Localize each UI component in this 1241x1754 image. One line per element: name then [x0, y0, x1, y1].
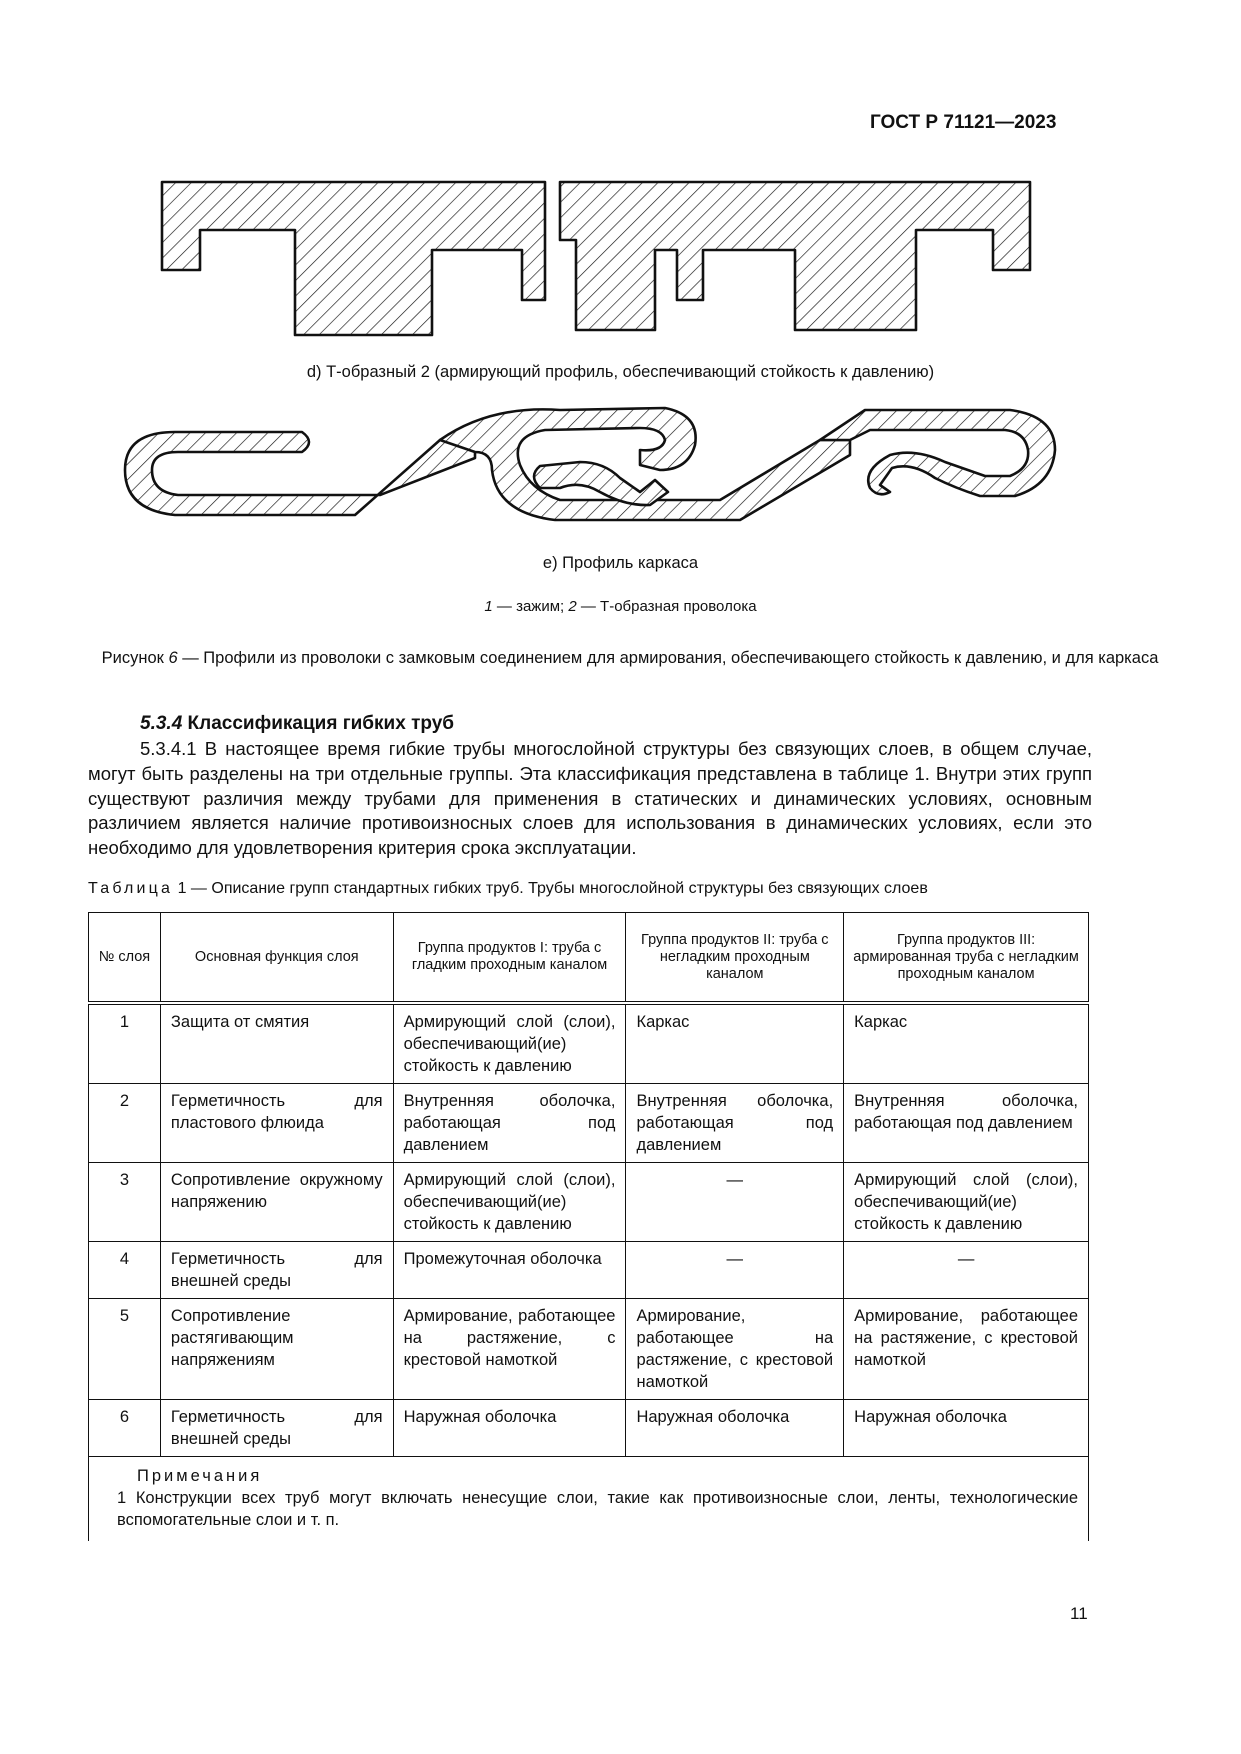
header-layer-num: № слоя — [89, 913, 161, 1004]
groups-table — [88, 912, 1089, 1541]
t-profile-right — [560, 182, 1030, 330]
table-cell: Внутренняя оболочка, работающая под давлением — [626, 1084, 844, 1163]
figure-title: Рисунок 6 — Профили из проволоки с замковым соединением для армирования, обеспечивающего стойкость к давлению, и для каркаса — [101, 649, 1159, 667]
table-cell: 1 — [89, 1003, 161, 1084]
table-cell: Сопротивление окружному напряжению — [160, 1163, 393, 1242]
table-cell: Армирование, работающее на растяжение, с крестовой намоткой — [844, 1299, 1089, 1400]
carcass-left-clamp — [125, 432, 475, 515]
table-cell: Каркас — [844, 1003, 1089, 1084]
page-number: 11 — [1070, 1604, 1088, 1623]
table-cell: Наружная оболочка — [393, 1400, 626, 1457]
table-row — [89, 1003, 1089, 1084]
notes-title: Примечания — [137, 1467, 263, 1485]
table-row — [89, 1084, 1089, 1163]
table-row — [89, 1163, 1089, 1242]
figure-legend: 1 — зажим; 2 — Т-образная проволока — [484, 598, 757, 615]
table-cell: Внутренняя оболочка, работающая под давлением — [844, 1084, 1089, 1163]
header-group-1: Группа продуктов I: труба с гладким проходным каналом — [393, 913, 626, 1004]
caption-e: e) Профиль каркаса — [542, 554, 699, 572]
table-cell: Внутренняя оболочка, работающая под давлением — [393, 1084, 626, 1163]
table-cell: 2 — [89, 1084, 161, 1163]
table-cell: Каркас — [626, 1003, 844, 1084]
table-cell: Армирующий слой (слои), обеспечивающий(ие) стойкость к давлению — [393, 1003, 626, 1084]
carcass-right-clamp — [820, 410, 1055, 496]
table-row — [89, 1242, 1089, 1299]
standard-number: ГОСТ Р 71121—2023 — [870, 112, 1057, 133]
table-row — [89, 1400, 1089, 1457]
table-header-row — [89, 913, 1089, 1004]
table-cell: 6 — [89, 1400, 161, 1457]
table-cell: 4 — [89, 1242, 161, 1299]
header-function: Основная функция слоя — [160, 913, 393, 1004]
wire-profiles-figure — [0, 0, 1241, 560]
table-cell: Защита от смятия — [160, 1003, 393, 1084]
header-group-3: Группа продуктов III: армированная труба с негладким проходным каналом — [844, 913, 1089, 1004]
t-profile-left — [162, 182, 545, 335]
table-cell: — — [626, 1163, 844, 1242]
table-cell: Герметичность для пластового флюида — [160, 1084, 393, 1163]
table-cell: Герметичность для внешней среды — [160, 1400, 393, 1457]
note-1: 1 Конструкции всех труб могут включать ненесущие слои, такие как противоизносные слои, ленты, технологические вспомогательные слои и т. п. — [117, 1489, 1078, 1529]
table-cell: Наружная оболочка — [626, 1400, 844, 1457]
section-heading: 5.3.4 Классификация гибких труб — [140, 713, 455, 734]
table-cell: 3 — [89, 1163, 161, 1242]
table-cell: Промежуточная оболочка — [393, 1242, 626, 1299]
body-paragraph: 5.3.4.1 В настоящее время гибкие трубы многослойной структуры без связующих слоев, в общем случае, могут быть разделены на три отдельные группы. Эта классификация представлена в таблице 1. Внутри этих групп существуют различия между трубами для применения в статических и динамических условиях, основным различием является наличие противоизносных слоев для использования в динамических условиях, если это необходимо для удовлетворения критерия срока эксплуатации. — [88, 738, 1092, 859]
table-cell: Наружная оболочка — [844, 1400, 1089, 1457]
table-row — [89, 1299, 1089, 1400]
table-cell: Сопротивление растягивающим напряжениям — [160, 1299, 393, 1400]
table-cell: Армирующий слой (слои), обеспечивающий(ие) стойкость к давлению — [844, 1163, 1089, 1242]
table-cell: Армирование, работающее на растяжение, с крестовой намоткой — [393, 1299, 626, 1400]
caption-d: d) Т-образный 2 (армирующий профиль, обеспечивающий стойкость к давлению) — [306, 363, 935, 381]
table-cell: — — [844, 1242, 1089, 1299]
table-cell: Армирование, работающее на растяжение, с крестовой намоткой — [626, 1299, 844, 1400]
table-cell: — — [626, 1242, 844, 1299]
table-cell: Герметичность для внешней среды — [160, 1242, 393, 1299]
table-title: Таблица 1 — Описание групп стандартных гибких труб. Трубы многослойной структуры без связующих слоев — [88, 880, 928, 897]
header-group-2: Группа продуктов II: труба с негладким проходным каналом — [626, 913, 844, 1004]
table-cell: Армирующий слой (слои), обеспечивающий(ие) стойкость к давлению — [393, 1163, 626, 1242]
table-notes-row — [89, 1457, 1089, 1542]
table-cell: 5 — [89, 1299, 161, 1400]
